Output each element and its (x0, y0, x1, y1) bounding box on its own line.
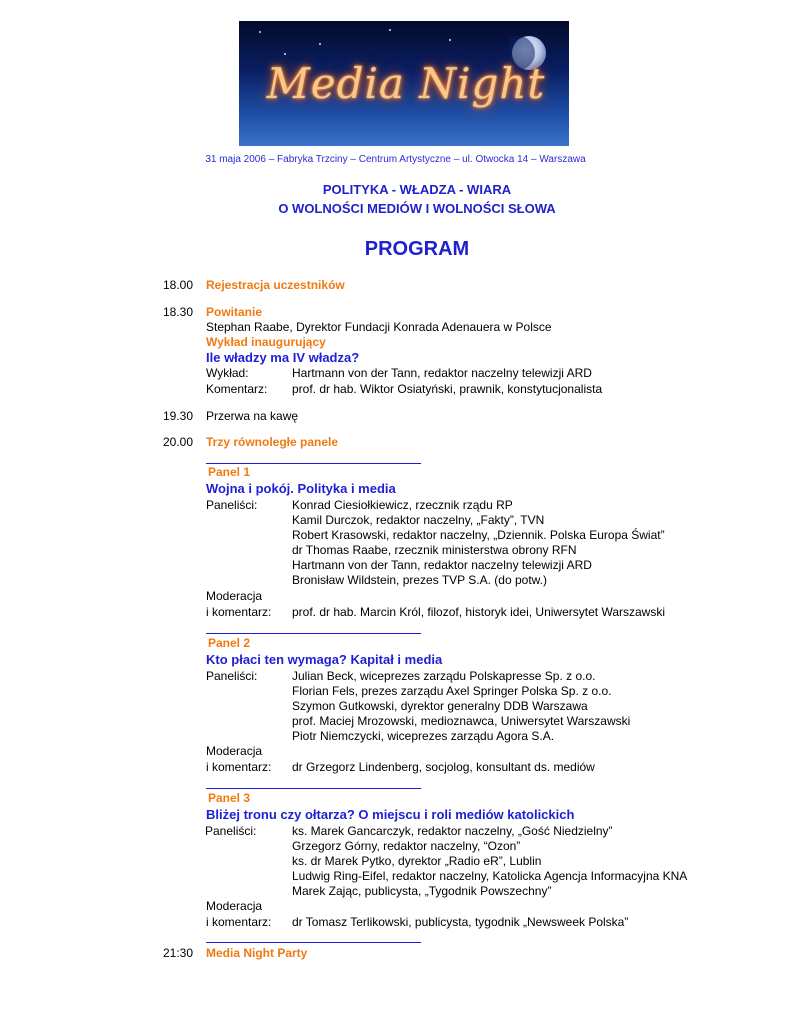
time-label: 18.30 (163, 305, 194, 319)
panel-label: Panel 3 (208, 791, 251, 805)
panelist: prof. Maciej Mrozowski, medioznawca, Uniwersytet Warszawski (292, 714, 631, 728)
event-info-line: 31 maja 2006 – Fabryka Trzciny – Centrum Artystyczne – ul. Otwocka 14 – Warszawa (205, 154, 586, 165)
item-title: Media Night Party (206, 946, 308, 960)
star-decoration (319, 43, 321, 45)
panelist: Szymon Gutkowski, dyrektor generalny DDB Warszawa (292, 699, 588, 713)
panelists-label: Paneliści: (205, 824, 257, 838)
star-decoration (449, 39, 451, 41)
panel-label: Panel 1 (208, 465, 251, 479)
panel-label: Panel 2 (208, 636, 251, 650)
media-night-banner (239, 21, 569, 146)
panelist: Marek Zając, publicysta, „Tygodnik Powszechny” (292, 884, 552, 898)
moderation-label: Moderacja (206, 899, 263, 913)
welcome-speaker: Stephan Raabe, Dyrektor Fundacji Konrada Adenauera w Polsce (206, 320, 552, 334)
banner-logo-text: Media Night (266, 59, 546, 108)
lecture-key: Wykład: (206, 366, 249, 380)
lecture-title: Ile władzy ma IV władza? (206, 350, 360, 365)
moderator: prof. dr hab. Marcin Król, filozof, historyk idei, Uniwersytet Warszawski (292, 605, 666, 619)
panel-divider (206, 633, 421, 634)
panelist: Kamil Durczok, redaktor naczelny, „Fakty”, TVN (292, 513, 545, 527)
item-title: Przerwa na kawę (206, 409, 299, 423)
program-title: PROGRAM (364, 238, 470, 260)
panelist: Konrad Ciesiołkiewicz, rzecznik rządu RP (292, 498, 513, 512)
panelist: Piotr Niemczycki, wiceprezes zarządu Agora S.A. (292, 729, 555, 743)
moderation-label-2: i komentarz: (206, 915, 272, 929)
panelist: Hartmann von der Tann, redaktor naczelny telewizji ARD (292, 558, 592, 572)
comment-key: Komentarz: (206, 382, 268, 396)
moderator: dr Tomasz Terlikowski, publicysta, tygodnik „Newsweek Polska” (292, 915, 629, 929)
panel-title: Bliżej tronu czy ołtarza? O miejscu i roli mediów katolickich (206, 807, 575, 822)
time-label: 20.00 (163, 435, 194, 449)
panel-divider (206, 463, 421, 464)
panel-divider (206, 788, 421, 789)
panelist: Ludwig Ring-Eifel, redaktor naczelny, Katolicka Agencja Informacyjna KNA (292, 869, 688, 883)
subtitle-line-1: POLITYKA - WŁADZA - WIARA (322, 182, 512, 197)
star-decoration (389, 29, 391, 31)
time-label: 19.30 (163, 409, 194, 423)
moderation-label-2: i komentarz: (206, 605, 272, 619)
panelist: Florian Fels, prezes zarządu Axel Springer Polska Sp. z o.o. (292, 684, 612, 698)
panelist: Robert Krasowski, redaktor naczelny, „Dziennik. Polska Europa Świat” (292, 528, 665, 542)
panelists-label: Paneliści: (206, 669, 258, 683)
panelist: Grzegorz Górny, redaktor naczelny, “Ozon” (292, 839, 521, 853)
panelist: ks. dr Marek Pytko, dyrektor „Radio eR”, Lublin (292, 854, 542, 868)
star-decoration (284, 53, 286, 55)
moderation-label-2: i komentarz: (206, 760, 272, 774)
subtitle-line-2: O WOLNOŚCI MEDIÓW I WOLNOŚCI SŁOWA (278, 201, 556, 216)
lecture-value: Hartmann von der Tann, redaktor naczelny telewizji ARD (292, 366, 592, 380)
item-title: Trzy równoległe panele (206, 435, 339, 449)
moderation-label: Moderacja (206, 744, 263, 758)
panelists-label: Paneliści: (206, 498, 258, 512)
panelist: dr Thomas Raabe, rzecznik ministerstwa obrony RFN (292, 543, 577, 557)
item-title: Powitanie (206, 305, 263, 319)
panelist: ks. Marek Gancarczyk, redaktor naczelny, „Gość Niedzielny” (292, 824, 613, 838)
star-decoration (259, 31, 261, 33)
time-label: 21:30 (163, 946, 194, 960)
panelist: Julian Beck, wiceprezes zarządu Polskapresse Sp. z o.o. (292, 669, 596, 683)
item-title: Rejestracja uczestników (206, 278, 345, 292)
panel-title: Kto płaci ten wymaga? Kapitał i media (206, 652, 443, 667)
time-label: 18.00 (163, 278, 194, 292)
moderation-label: Moderacja (206, 589, 263, 603)
lecture-label: Wykład inaugurujący (206, 335, 326, 349)
panel-divider (206, 942, 421, 943)
panel-title: Wojna i pokój. Polityka i media (206, 481, 396, 496)
comment-value: prof. dr hab. Wiktor Osiatyński, prawnik, konstytucjonalista (292, 382, 603, 396)
panelist: Bronisław Wildstein, prezes TVP S.A. (do potw.) (292, 573, 547, 587)
moderator: dr Grzegorz Lindenberg, socjolog, konsultant ds. mediów (292, 760, 595, 774)
